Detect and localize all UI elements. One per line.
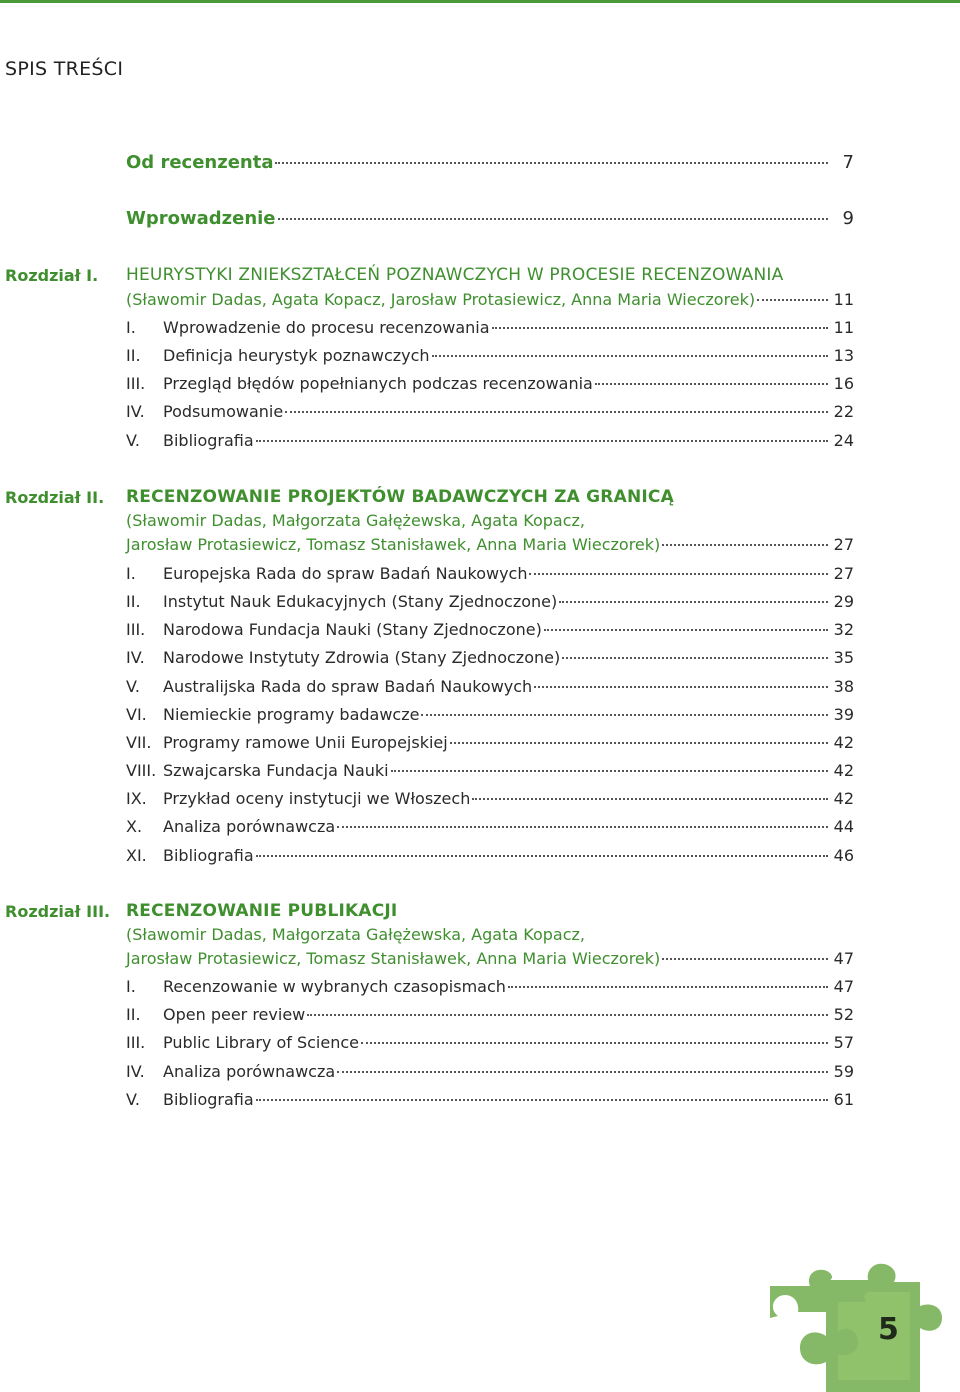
section-number: VIII. (126, 761, 157, 780)
section-number: II. (126, 346, 141, 365)
toc-entry-label: Narodowe Instytuty Zdrowia (Stany Zjednoczone) (163, 648, 561, 667)
toc-entry-label: Szwajcarska Fundacja Nauki (163, 761, 389, 780)
toc-entry-ch3-s5[interactable] (126, 1089, 854, 1111)
toc-entry-ch2-s4[interactable] (126, 647, 854, 669)
section-number: II. (126, 592, 141, 611)
toc-entry-ch2-s9[interactable] (126, 788, 854, 810)
toc-entry-ch1-s4[interactable] (126, 401, 854, 423)
leader-dots (256, 440, 828, 442)
toc-entry-ch2-s11[interactable] (126, 845, 854, 867)
toc-page-number: 47 (833, 977, 854, 996)
chapter-1-title[interactable]: HEURYSTYKI ZNIEKSZTAŁCEŃ POZNAWCZYCH W PROCESIE RECENZOWANIA (126, 265, 784, 285)
section-number: XI. (126, 846, 147, 865)
toc-entry-label: Analiza porównawcza (163, 817, 336, 836)
leader-dots (472, 798, 828, 800)
toc-page-number: 59 (833, 1062, 854, 1081)
section-number: VI. (126, 705, 147, 724)
chapter-3-authors (126, 948, 854, 970)
toc-entry-label: Public Library of Science (163, 1033, 359, 1052)
toc-page-number: 32 (833, 620, 854, 639)
chapter-3-label: Rozdział III. (5, 902, 111, 921)
leader-dots (432, 355, 828, 357)
toc-entry-ch2-s10[interactable] (126, 816, 854, 838)
section-number: IX. (126, 789, 147, 808)
toc-entry-ch2-s6[interactable] (126, 704, 854, 726)
page-title: SPIS TREŚCI (5, 58, 124, 80)
toc-entry-label: Programy ramowe Unii Europejskiej (163, 733, 448, 752)
toc-entry-label: Narodowa Fundacja Nauki (Stany Zjednoczone) (163, 620, 542, 639)
toc-entry-ch1-s3[interactable] (126, 373, 854, 395)
toc-entry-label: Definicja heurystyk poznawczych (163, 346, 430, 365)
section-number: I. (126, 318, 136, 337)
section-number: V. (126, 677, 140, 696)
leader-dots (529, 573, 828, 575)
toc-entry-label: Europejska Rada do spraw Badań Naukowych (163, 564, 528, 583)
toc-entry-label: Bibliografia (163, 1090, 254, 1109)
toc-entry-ch1-s1[interactable] (126, 317, 854, 339)
leader-dots (450, 742, 828, 744)
toc-page-number: 24 (833, 431, 854, 450)
leader-dots (662, 958, 828, 960)
toc-entry-ch2-s8[interactable] (126, 760, 854, 782)
toc-entry-ch2-s1[interactable] (126, 563, 854, 585)
section-number: IV. (126, 1062, 145, 1081)
leader-dots (278, 218, 828, 220)
section-number: V. (126, 1090, 140, 1109)
leader-dots (757, 299, 828, 301)
section-number: VII. (126, 733, 152, 752)
chapter-2-label: Rozdział II. (5, 488, 105, 507)
toc-entry-label: Recenzowanie w wybranych czasopismach (163, 977, 506, 996)
section-number: III. (126, 620, 146, 639)
toc-entry-ch3-s1[interactable] (126, 976, 854, 998)
page-number-badge (770, 1262, 960, 1392)
leader-dots (595, 383, 828, 385)
toc-page-number: 52 (833, 1005, 854, 1024)
leader-dots (337, 826, 828, 828)
toc-page-number: 47 (833, 949, 854, 968)
toc-page-number: 42 (833, 789, 854, 808)
toc-entry-label: Podsumowanie (163, 402, 284, 421)
toc-entry-label: Wprowadzenie (126, 208, 276, 229)
top-rule (0, 0, 960, 3)
chapter-1-label: Rozdział I. (5, 266, 99, 285)
section-number: IV. (126, 648, 145, 667)
toc-page-number: 29 (833, 592, 854, 611)
toc-entry-label: Niemieckie programy badawcze (163, 705, 420, 724)
toc-entry-label: Instytut Nauk Edukacyjnych (Stany Zjednoczone) (163, 592, 558, 611)
leader-dots (391, 770, 828, 772)
toc-entry-label: Bibliografia (163, 431, 254, 450)
leader-dots (275, 162, 828, 164)
toc-entry-label: Australijska Rada do spraw Badań Naukowych (163, 677, 533, 696)
toc-page-number: 57 (833, 1033, 854, 1052)
toc-page-number: 16 (833, 374, 854, 393)
toc-entry-ch3-s3[interactable] (126, 1032, 854, 1054)
toc-page-number: 38 (833, 677, 854, 696)
toc-page-number: 22 (833, 402, 854, 421)
toc-entry-label: Od recenzenta (126, 152, 274, 173)
section-number: V. (126, 431, 140, 450)
leader-dots (361, 1042, 828, 1044)
toc-entry-ch3-s2[interactable] (126, 1004, 854, 1026)
leader-dots (421, 714, 828, 716)
leader-dots (562, 657, 828, 659)
toc-page-number: 44 (833, 817, 854, 836)
puzzle-piece-icon (770, 1262, 960, 1392)
leader-dots (559, 601, 828, 603)
section-number: III. (126, 1033, 146, 1052)
toc-page-number: 27 (833, 535, 854, 554)
chapter-3-authors-line-1: (Sławomir Dadas, Małgorzata Gałężewska, Agata Kopacz, (126, 925, 585, 944)
chapter-2-authors-line-1: (Sławomir Dadas, Małgorzata Gałężewska, Agata Kopacz, (126, 511, 585, 530)
toc-entry-intro-0[interactable] (126, 152, 854, 174)
toc-page-number: 13 (833, 346, 854, 365)
section-number: III. (126, 374, 146, 393)
toc-page-number: 42 (833, 761, 854, 780)
leader-dots (544, 629, 828, 631)
section-number: X. (126, 817, 143, 836)
toc-entry-ch2-s2[interactable] (126, 591, 854, 613)
toc-page-number: 46 (833, 846, 854, 865)
leader-dots (285, 411, 828, 413)
toc-entry-ch2-s5[interactable] (126, 676, 854, 698)
toc-entry-label: Wprowadzenie do procesu recenzowania (163, 318, 490, 337)
chapter-2-authors (126, 534, 854, 556)
authors-text: Jarosław Protasiewicz, Tomasz Stanisławek, Anna Maria Wieczorek) (126, 535, 661, 554)
toc-entry-ch1-s2[interactable] (126, 345, 854, 367)
toc-entry-ch1-s5[interactable] (126, 430, 854, 452)
section-number: I. (126, 564, 136, 583)
leader-dots (492, 327, 828, 329)
toc-page-number: 39 (833, 705, 854, 724)
toc-entry-label: Bibliografia (163, 846, 254, 865)
section-number: II. (126, 1005, 141, 1024)
leader-dots (534, 686, 828, 688)
leader-dots (662, 544, 828, 546)
authors-text: (Sławomir Dadas, Agata Kopacz, Jarosław Protasiewicz, Anna Maria Wieczorek) (126, 290, 756, 309)
toc-entry-ch2-s3[interactable] (126, 619, 854, 641)
toc-page-number: 35 (833, 648, 854, 667)
toc-entry-ch3-s4[interactable] (126, 1061, 854, 1083)
toc-entry-label: Open peer review (163, 1005, 306, 1024)
toc-page-number: 11 (833, 290, 854, 309)
leader-dots (337, 1071, 828, 1073)
toc-entry-label: Analiza porównawcza (163, 1062, 336, 1081)
page-number: 5 (878, 1312, 899, 1347)
toc-page-number: 11 (833, 318, 854, 337)
toc-entry-intro-1[interactable] (126, 208, 854, 230)
leader-dots (256, 1099, 828, 1101)
chapter-1-authors (126, 289, 854, 311)
section-number: IV. (126, 402, 145, 421)
toc-entry-label: Przykład oceny instytucji we Włoszech (163, 789, 471, 808)
toc-page-number: 7 (842, 152, 854, 173)
toc-entry-label: Przegląd błędów popełnianych podczas recenzowania (163, 374, 593, 393)
toc-page-number: 61 (833, 1090, 854, 1109)
leader-dots (508, 986, 828, 988)
toc-entry-ch2-s7[interactable] (126, 732, 854, 754)
chapter-2-title[interactable]: RECENZOWANIE PROJEKTÓW BADAWCZYCH ZA GRANICĄ (126, 487, 674, 507)
section-number: I. (126, 977, 136, 996)
toc-page-number: 9 (842, 208, 854, 229)
toc-page-number: 42 (833, 733, 854, 752)
leader-dots (256, 855, 828, 857)
toc-page-number: 27 (833, 564, 854, 583)
chapter-3-title[interactable]: RECENZOWANIE PUBLIKACJI (126, 901, 398, 921)
leader-dots (307, 1014, 828, 1016)
authors-text: Jarosław Protasiewicz, Tomasz Stanisławek, Anna Maria Wieczorek) (126, 949, 661, 968)
